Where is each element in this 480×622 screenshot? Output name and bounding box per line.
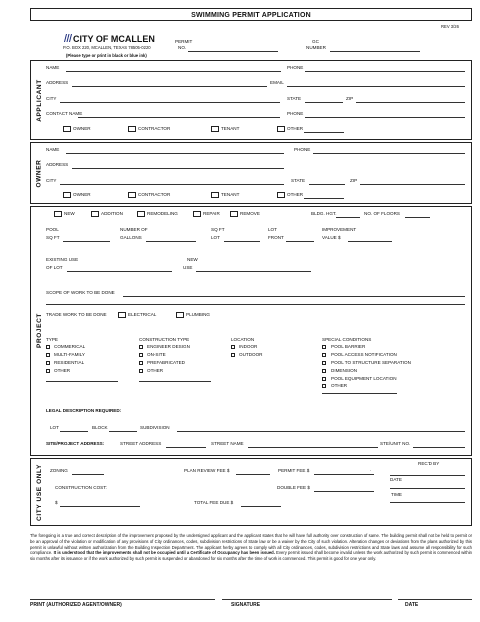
- applicant-tenant-checkbox[interactable]: [211, 126, 219, 132]
- applicant-zip-label: ZIP: [346, 96, 354, 101]
- recd-by-field[interactable]: [390, 475, 465, 476]
- applicant-phone-label: PHONE: [287, 65, 304, 70]
- legal-lot-label: LOT: [50, 425, 59, 430]
- owner-tenant-label: TENANT: [221, 192, 240, 197]
- city-use-section: [30, 458, 472, 526]
- ctype-other-label: OTHER: [147, 368, 164, 373]
- disclaimer-text: The foregoing is a true and correct description of the improvement proposed by the undersigned applicant and the applicant states that he will have full authority over construction of same. The building permit shall not be held to permit or be an approval of the violation or modification of any provisions of City ordinances, codes, subdivision restrictions of State law or be a waiver by the City of such violation. Alteration changes or deviations from the plans authorized by this permit is unlawful without written authorization from the Building Inspection Department. The applicant herby agrees to comply with all City ordinances, codes, subdivision restrictions and State laws and assume all responsibility for such compliance. It is understood that the improvements shall not be occupied until a Certificate of Occupancy has been issued. Every permit issued shall become invalid unless the work authorized by such permit is commenced within six months after its issuance or if the work authorized by such permit is suspended or abandoned for six months after the time of work is commenced. This permit is good for one year only.: [30, 533, 472, 562]
- bldg-hgt-field[interactable]: [336, 217, 360, 218]
- date-label-city: DATE: [390, 477, 402, 482]
- of-lot-label: OF LOT: [46, 265, 63, 270]
- new-use-field[interactable]: [196, 271, 311, 272]
- type-commercial-label: COMMERICAL: [54, 344, 86, 349]
- applicant-state-field[interactable]: [305, 102, 343, 103]
- ctype-header: CONSTRUCTION TYPE: [139, 337, 190, 342]
- gc-label: GC: [312, 39, 319, 44]
- existing-use-label: EXISTING USE: [46, 257, 79, 262]
- owner-name-label: NAME: [46, 147, 60, 152]
- subdivision-field[interactable]: [177, 431, 465, 432]
- owner-city-field[interactable]: [60, 184, 284, 185]
- ctype-onsite-checkbox[interactable]: [139, 353, 143, 357]
- applicant-state-label: STATE: [287, 96, 302, 101]
- value-field[interactable]: [348, 241, 392, 242]
- sc-other-label: OTHER: [331, 383, 348, 388]
- ctype-other-field[interactable]: [139, 381, 211, 382]
- double-fee-field[interactable]: [314, 491, 374, 492]
- ink-instruction: (Please type or print in black or blue ink): [66, 53, 147, 58]
- type-other-checkbox[interactable]: [46, 369, 50, 373]
- applicant-city-field[interactable]: [60, 102, 280, 103]
- signature-label: SIGNATURE: [231, 602, 261, 608]
- existing-use-field[interactable]: [67, 271, 172, 272]
- applicant-other-checkbox[interactable]: [277, 126, 285, 132]
- applicant-city-label: CITY: [46, 96, 57, 101]
- gallons-field[interactable]: [146, 241, 196, 242]
- gallons-label: GALLONS: [120, 235, 142, 240]
- applicant-contractor-checkbox[interactable]: [128, 126, 136, 132]
- applicant-address-label: ADDRESS: [46, 80, 69, 85]
- owner-zip-label: ZIP: [350, 178, 358, 183]
- recd-by-label: REC'D BY: [418, 461, 440, 466]
- contact-phone-label: PHONE: [287, 111, 304, 116]
- city-name: CITY OF MCALLEN: [73, 34, 155, 44]
- gc-number-line: [330, 51, 420, 52]
- plan-review-field[interactable]: [236, 474, 270, 475]
- loc-outdoor-label: OUTDOOR: [239, 352, 263, 357]
- revision-label: REV 3/26: [441, 24, 459, 29]
- subdivision-label: SUBDIVISION: [140, 425, 170, 430]
- scope-field-line-2[interactable]: [46, 304, 465, 305]
- applicant-other-label: OTHER: [287, 126, 304, 131]
- plumbing-label: PLUMBING: [186, 312, 210, 317]
- owner-phone-label: PHONE: [294, 147, 311, 152]
- applicant-name-label: NAME: [46, 65, 60, 70]
- date-field-city[interactable]: [390, 488, 465, 489]
- owner-other-label: OTHER: [287, 192, 304, 197]
- street-address-field[interactable]: [166, 447, 206, 448]
- work-repair-checkbox[interactable]: [193, 211, 201, 217]
- permit-fee-decimal: .: [370, 467, 372, 472]
- contact-phone-field[interactable]: [305, 117, 465, 118]
- type-multifamily-checkbox[interactable]: [46, 353, 50, 357]
- signature-field[interactable]: [222, 599, 392, 600]
- footer-date-label: DATE: [405, 602, 419, 608]
- gc-number-label: NUMBER: [306, 45, 326, 50]
- work-remove-checkbox[interactable]: [230, 211, 238, 217]
- sc-barrier-label: POOL BARRIER: [331, 344, 366, 349]
- owner-name-field[interactable]: [66, 153, 284, 154]
- special-conditions-header: SPECIAL CONDITIONS: [322, 337, 372, 342]
- front-label: FRONT: [268, 235, 284, 240]
- city-use-section-label: CITY USE ONLY: [35, 463, 43, 521]
- owner-contractor-checkbox[interactable]: [128, 192, 136, 198]
- permit-fee-label: PERMIT FEE $: [278, 468, 310, 473]
- loc-outdoor-checkbox[interactable]: [231, 353, 235, 357]
- street-name-field[interactable]: [248, 447, 378, 448]
- contact-name-label: CONTACT NAME: [46, 111, 83, 116]
- zoning-label: ZONING: [50, 468, 68, 473]
- ste-unit-field[interactable]: [413, 447, 465, 448]
- applicant-name-field[interactable]: [66, 71, 281, 72]
- construction-cost-field[interactable]: [60, 506, 140, 507]
- permit-no-line: [188, 51, 278, 52]
- owner-zip-field[interactable]: [360, 184, 465, 185]
- owner-contractor-label: CONTRACTOR: [138, 192, 171, 197]
- construction-cost-label: CONSTRUCTION COST:: [55, 485, 107, 490]
- pool-sqft-label: SQ FT: [46, 235, 60, 240]
- owner-city-label: CITY: [46, 178, 57, 183]
- applicant-address-field[interactable]: [72, 86, 267, 87]
- owner-other-field[interactable]: [304, 198, 344, 199]
- owner-section: [30, 142, 472, 204]
- permit-no-label: NO.: [178, 45, 187, 50]
- floors-field[interactable]: [405, 217, 430, 218]
- block-label: BLOCK: [92, 425, 108, 430]
- site-address-label: SITE/PROJECT ADDRESS:: [46, 441, 105, 446]
- applicant-email-label: EMAIL: [270, 80, 284, 85]
- footer-date-field[interactable]: [398, 599, 472, 600]
- project-section-label: PROJECT: [35, 312, 43, 348]
- lot-sqft-field[interactable]: [224, 241, 260, 242]
- applicant-contractor-label: CONTRACTOR: [138, 126, 171, 131]
- ctype-prefab-checkbox[interactable]: [139, 361, 143, 365]
- project-section: [30, 206, 472, 456]
- lot-label: LOT: [211, 235, 220, 240]
- double-fee-label: DOUBLE FEE $: [277, 485, 310, 490]
- sc-access-label: POOL ACCESS NOTIFICATION: [331, 352, 397, 357]
- floors-label: NO. OF FLOORS: [364, 211, 400, 216]
- plumbing-checkbox[interactable]: [176, 312, 184, 318]
- city-address: P.O. BOX 220, MCALLEN, TEXAS 78505-0220: [63, 45, 151, 50]
- bldg-hgt-label: BLDG. HGT.: [311, 211, 337, 216]
- work-repair-label: REPAIR: [203, 211, 220, 216]
- type-residential-checkbox[interactable]: [46, 361, 50, 365]
- scope-label: SCOPE OF WORK TO BE DONE: [46, 290, 115, 295]
- lot-sqft-label: SQ FT: [211, 227, 225, 232]
- ste-unit-label: STE/UNIT NO.: [380, 441, 411, 446]
- type-other-field[interactable]: [46, 381, 118, 382]
- title-bar: [30, 8, 472, 21]
- applicant-tenant-label: TENANT: [221, 126, 240, 131]
- owner-owner-checkbox[interactable]: [63, 192, 71, 198]
- ctype-engineer-label: ENGINEER DESIGN: [147, 344, 190, 349]
- type-other-label: OTHER: [54, 368, 71, 373]
- applicant-section: [30, 60, 472, 140]
- sc-dimension-label: DIMENSION: [331, 368, 358, 373]
- scope-field[interactable]: [123, 296, 465, 297]
- lot-front-label: LOT: [268, 227, 277, 232]
- work-remodeling-checkbox[interactable]: [137, 211, 145, 217]
- loc-indoor-checkbox[interactable]: [231, 345, 235, 349]
- applicant-owner-label: OWNER: [73, 126, 91, 131]
- owner-address-field[interactable]: [72, 168, 284, 169]
- type-multifamily-label: MULTI-FAMILY: [54, 352, 85, 357]
- ctype-onsite-label: ON-SITE: [147, 352, 166, 357]
- new-use-label: NEW: [187, 257, 198, 262]
- loc-indoor-label: INDOOR: [239, 344, 258, 349]
- sc-other-checkbox[interactable]: [322, 384, 326, 388]
- pool-sqft-field[interactable]: [63, 241, 110, 242]
- zoning-field[interactable]: [72, 474, 104, 475]
- work-remodeling-label: REMODELING: [147, 211, 178, 216]
- use-label: USE: [183, 265, 193, 270]
- total-fee-label: TOTAL FEE DUE $: [194, 500, 234, 505]
- sc-equipment-checkbox[interactable]: [322, 377, 326, 381]
- sc-access-checkbox[interactable]: [322, 353, 326, 357]
- owner-address-label: ADDRESS: [46, 162, 69, 167]
- lot-front-field[interactable]: [286, 241, 314, 242]
- permit-fee-field[interactable]: [314, 474, 374, 475]
- ctype-engineer-checkbox[interactable]: [139, 345, 143, 349]
- time-label: TIME: [391, 492, 402, 497]
- applicant-owner-checkbox[interactable]: [63, 126, 71, 132]
- owner-phone-field[interactable]: [313, 153, 465, 154]
- sc-barrier-checkbox[interactable]: [322, 345, 326, 349]
- sc-other-field[interactable]: [322, 393, 397, 394]
- owner-state-field[interactable]: [309, 184, 345, 185]
- applicant-email-field[interactable]: [287, 86, 465, 87]
- block-field[interactable]: [109, 431, 137, 432]
- work-new-label: NEW: [64, 211, 75, 216]
- applicant-section-label: APPLICANT: [35, 78, 43, 122]
- owner-other-checkbox[interactable]: [277, 192, 285, 198]
- pool-label: POOL: [46, 227, 59, 232]
- electrical-checkbox[interactable]: [118, 312, 126, 318]
- legal-description-label: LEGAL DESCRIPTION REQUIRED:: [46, 408, 122, 413]
- total-fee-field[interactable]: [241, 506, 281, 507]
- type-header: TYPE: [46, 337, 58, 342]
- applicant-other-field[interactable]: [304, 132, 344, 133]
- plan-review-label: PLAN REVIEW FEE $: [184, 468, 230, 473]
- value-label: VALUE $: [322, 235, 341, 240]
- print-name-field[interactable]: [30, 599, 215, 600]
- city-logo-icon: [63, 34, 72, 42]
- street-address-label: STREET ADDRESS: [120, 441, 162, 446]
- sc-dimension-checkbox[interactable]: [322, 369, 326, 373]
- type-commercial-checkbox[interactable]: [46, 345, 50, 349]
- form-title: SWIMMING PERMIT APPLICATION: [191, 12, 311, 19]
- location-header: LOCATION: [231, 337, 255, 342]
- applicant-phone-field[interactable]: [305, 71, 465, 72]
- time-field[interactable]: [390, 502, 465, 503]
- applicant-zip-field[interactable]: [356, 102, 465, 103]
- number-of-label: NUMBER OF: [120, 227, 148, 232]
- improvement-label: IMPROVEMENT: [322, 227, 357, 232]
- work-addition-checkbox[interactable]: [91, 211, 99, 217]
- work-new-checkbox[interactable]: [54, 211, 62, 217]
- print-label: PRINT (AUTHORIZED AGENT/OWNER): [30, 602, 122, 608]
- cost-dollar-label: $: [55, 500, 58, 505]
- owner-owner-label: OWNER: [73, 192, 91, 197]
- work-remove-label: REMOVE: [240, 211, 260, 216]
- street-name-label: STREET NAME: [211, 441, 244, 446]
- type-residential-label: RESIDENTIAL: [54, 360, 85, 365]
- sc-separation-checkbox[interactable]: [322, 361, 326, 365]
- owner-section-label: OWNER: [35, 159, 43, 187]
- permit-label: PERMIT: [175, 39, 193, 44]
- sc-equipment-label: POOL EQUIPMENT LOCATION: [331, 376, 397, 381]
- contact-name-field[interactable]: [78, 117, 280, 118]
- legal-lot-field[interactable]: [60, 431, 88, 432]
- owner-tenant-checkbox[interactable]: [211, 192, 219, 198]
- trade-label: TRADE WORK TO BE DONE: [46, 312, 107, 317]
- work-addition-label: ADDITION: [101, 211, 123, 216]
- ctype-other-checkbox[interactable]: [139, 369, 143, 373]
- ctype-prefab-label: PREFABRICATED: [147, 360, 185, 365]
- owner-state-label: STATE: [291, 178, 306, 183]
- sc-separation-label: POOL TO STRUCTURE SEPARATION: [331, 360, 411, 365]
- electrical-label: ELECTRICAL: [128, 312, 157, 317]
